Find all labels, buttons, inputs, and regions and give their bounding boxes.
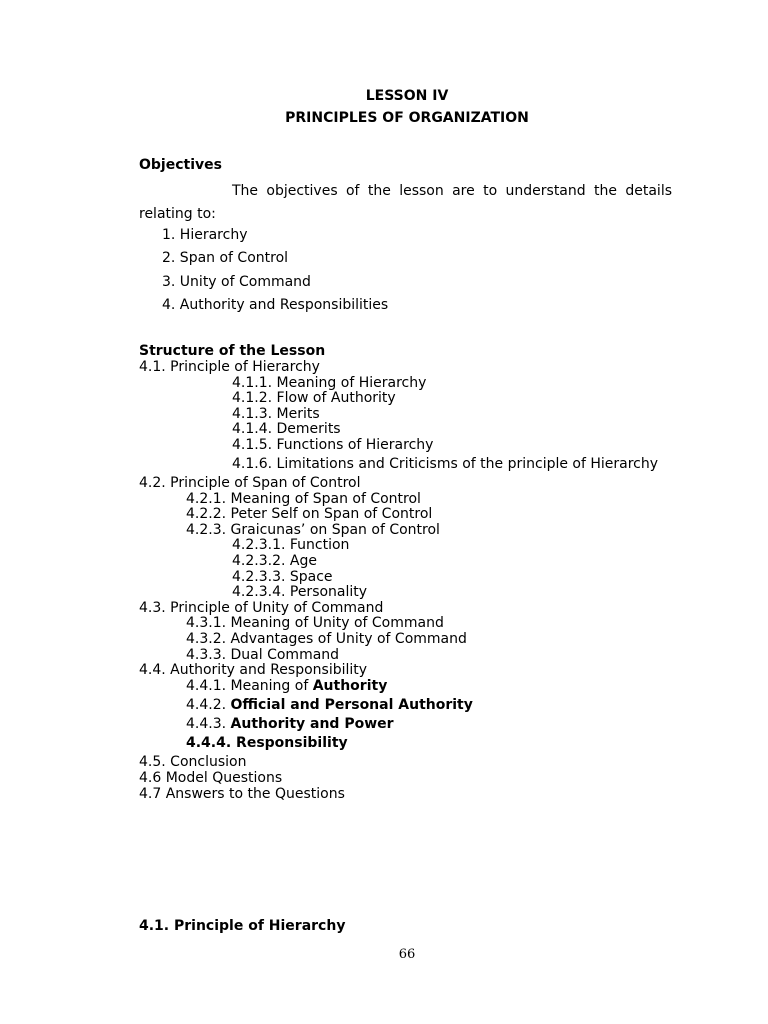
section-title: 4.1. Principle of Hierarchy [139,359,320,375]
section-subitem: 4.2.3.1. Function [232,537,350,553]
section-item: 4.4.4. Responsibility [186,735,348,751]
lesson-number: LESSON IV [365,88,449,104]
objectives-heading: Objectives [139,157,222,173]
section-subitem: 4.2.3.2. Age [232,553,317,569]
section-item: 4.4.3. Authority and Power [186,716,394,732]
section-item: 4.1.2. Flow of Authority [232,390,396,406]
section-item: 4.2.1. Meaning of Span of Control [186,491,421,507]
section-subitem: 4.2.3.4. Personality [232,584,368,600]
section-subitem: 4.2.3.3. Space [232,569,333,585]
section-title: 4.3. Principle of Unity of Command [139,600,384,616]
objectives-intro: The objectives of the lesson are to understand the details relating to: [139,183,672,222]
structure-heading: Structure of the Lesson [139,343,326,359]
section-item: 4.1.6. Limitations and Criticisms of the principle of Hierarchy [232,456,659,472]
section-item: 4.1.5. Functions of Hierarchy [232,437,434,453]
section-title: 4.5. Conclusion [139,754,247,770]
objective-item: 2. Span of Control [162,250,289,266]
objective-item: 4. Authority and Responsibilities [162,297,389,313]
lesson-title: PRINCIPLES OF ORGANIZATION [285,110,529,126]
section-item: 4.1.1. Meaning of Hierarchy [232,375,427,391]
next-section-heading: 4.1. Principle of Hierarchy [139,918,346,934]
section-title: 4.7 Answers to the Questions [139,786,345,802]
section-title: 4.4. Authority and Responsibility [139,662,368,678]
objective-item: 1. Hierarchy [162,227,248,243]
section-title: 4.6 Model Questions [139,770,283,786]
section-item: 4.1.4. Demerits [232,421,341,437]
section-item: 4.3.3. Dual Command [186,647,340,663]
section-item: 4.2.2. Peter Self on Span of Control [186,506,433,522]
section-item: 4.1.3. Merits [232,406,320,422]
section-item: 4.2.3. Graicunas’ on Span of Control [186,522,440,538]
page-number: 66 [398,947,416,962]
section-item: 4.4.1. Meaning of Authority [186,678,388,694]
section-item: 4.4.2. Official and Personal Authority [186,697,473,713]
section-item: 4.3.1. Meaning of Unity of Command [186,615,444,631]
section-title: 4.2. Principle of Span of Control [139,475,361,491]
objective-item: 3. Unity of Command [162,274,311,290]
section-item: 4.3.2. Advantages of Unity of Command [186,631,467,647]
